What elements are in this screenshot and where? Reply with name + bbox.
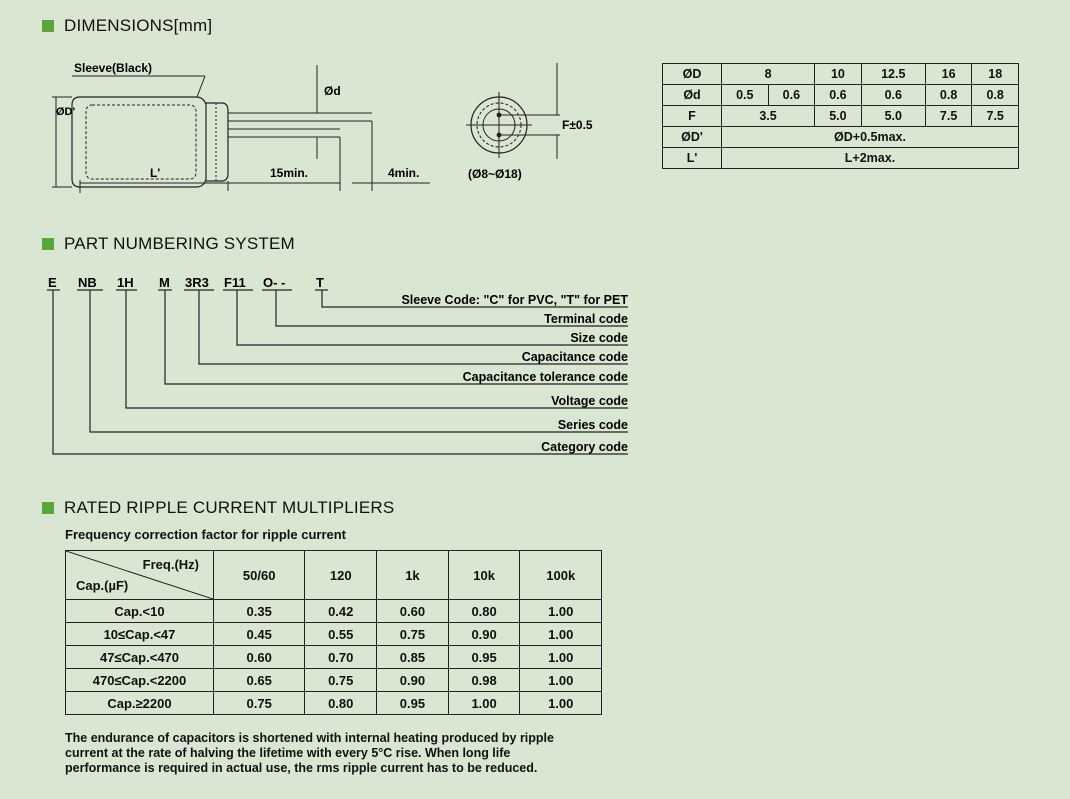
table-cell: 0.75	[214, 692, 305, 715]
table-cell: 0.5	[722, 85, 769, 106]
freq-header: Freq.(Hz)	[142, 557, 199, 572]
row-header: Cap.<10	[66, 600, 214, 623]
desc-size: Size code	[570, 331, 628, 345]
table-cell: 0.42	[305, 600, 377, 623]
dimensions-heading	[42, 16, 212, 36]
desc-series: Series code	[557, 418, 628, 432]
table-cell: 16	[925, 64, 972, 85]
table-cell: 1.00	[520, 623, 602, 646]
row-header: ØD'	[663, 127, 722, 148]
table-cell: 5.0	[815, 106, 862, 127]
ripple-table	[65, 550, 602, 715]
spacing-label: F±0.5	[562, 118, 593, 132]
part-numbering-heading	[42, 234, 295, 254]
desc-category: Category code	[541, 440, 628, 454]
table-cell: 1.00	[520, 692, 602, 715]
part-numbering-diagram	[0, 265, 640, 465]
cap-header: Cap.(µF)	[76, 578, 129, 593]
table-row	[663, 85, 1019, 106]
ripple-note	[65, 731, 645, 776]
table-row	[66, 600, 602, 623]
sleeve-label: Sleeve(Black)	[74, 61, 153, 75]
code-tolerance: M	[159, 275, 170, 290]
ripple-subtitle: Frequency correction factor for ripple current	[65, 527, 347, 542]
code-size: F11	[224, 275, 246, 290]
table-cell: 0.55	[305, 623, 377, 646]
ripple-heading-text: RATED RIPPLE CURRENT MULTIPLIERS	[64, 498, 395, 517]
column-header: 120	[305, 551, 377, 600]
table-cell: 0.98	[448, 669, 520, 692]
code-category: E	[48, 275, 57, 290]
column-header: 50/60	[214, 551, 305, 600]
ripple-heading	[42, 498, 394, 518]
table-cell: ØD+0.5max.	[722, 127, 1019, 148]
code-series: NB	[78, 275, 97, 290]
column-header: 100k	[520, 551, 602, 600]
table-cell: 0.8	[972, 85, 1019, 106]
column-header: 1k	[377, 551, 449, 600]
dimensions-drawing	[0, 55, 640, 205]
row-header: L'	[663, 148, 722, 169]
table-cell: 18	[972, 64, 1019, 85]
row-header: ØD	[663, 64, 722, 85]
table-cell: 0.6	[768, 85, 815, 106]
table-cell: 0.60	[214, 646, 305, 669]
table-row	[66, 646, 602, 669]
table-row	[66, 623, 602, 646]
table-cell: 0.75	[305, 669, 377, 692]
table-cell: 0.80	[448, 600, 520, 623]
table-cell: 0.85	[377, 646, 449, 669]
od-prime-label: ØD'	[56, 106, 76, 118]
table-cell: 0.60	[377, 600, 449, 623]
dimensions-heading-text: DIMENSIONS[mm]	[64, 16, 213, 35]
table-cell: 0.8	[925, 85, 972, 106]
table-cell: 10	[815, 64, 862, 85]
table-cell: 1.00	[520, 600, 602, 623]
row-header: 47≤Cap.<470	[66, 646, 214, 669]
length-label: L'	[150, 166, 161, 180]
table-row	[663, 64, 1019, 85]
code-sleeve: T	[316, 275, 324, 290]
bullet-square-icon	[42, 502, 54, 514]
desc-sleeve: Sleeve Code: "C" for PVC, "T" for PET	[401, 293, 628, 307]
table-cell: 1.00	[520, 646, 602, 669]
desc-terminal: Terminal code	[544, 312, 628, 326]
table-cell: 0.35	[214, 600, 305, 623]
table-cell: 8	[722, 64, 815, 85]
table-cell: 5.0	[861, 106, 925, 127]
lead-min-label: 15min.	[270, 166, 309, 180]
row-header: 470≤Cap.<2200	[66, 669, 214, 692]
table-cell: 0.90	[448, 623, 520, 646]
table-cell: 0.45	[214, 623, 305, 646]
table-row	[663, 148, 1019, 169]
table-cell: 1.00	[448, 692, 520, 715]
table-row	[663, 106, 1019, 127]
desc-voltage: Voltage code	[551, 394, 628, 408]
lead-diameter-label: Ød	[324, 84, 341, 98]
note-line: The endurance of capacitors is shortened with internal heating produced by ripple	[65, 731, 554, 745]
table-cell: 0.6	[861, 85, 925, 106]
note-line: current at the rate of halving the lifetime with every 5°C rise. When long life	[65, 746, 511, 760]
table-cell: L+2max.	[722, 148, 1019, 169]
note-line: performance is required in actual use, the rms ripple current has to be reduced.	[65, 761, 538, 775]
code-terminal: O- -	[263, 275, 286, 290]
row-header: F	[663, 106, 722, 127]
table-row	[66, 669, 602, 692]
table-cell: 0.65	[214, 669, 305, 692]
table-cell: 7.5	[972, 106, 1019, 127]
table-cell: 12.5	[861, 64, 925, 85]
part-numbering-heading-text: PART NUMBERING SYSTEM	[64, 234, 295, 253]
table-cell: 0.95	[377, 692, 449, 715]
size-range-label: (Ø8~Ø18)	[468, 167, 522, 181]
table-cell: 1.00	[520, 669, 602, 692]
row-header: Ød	[663, 85, 722, 106]
row-header: 10≤Cap.<47	[66, 623, 214, 646]
column-header: 10k	[448, 551, 520, 600]
dimensions-table	[662, 63, 1019, 169]
table-cell: 7.5	[925, 106, 972, 127]
bullet-square-icon	[42, 238, 54, 250]
table-cell: 3.5	[722, 106, 815, 127]
bullet-square-icon	[42, 20, 54, 32]
table-cell: 0.6	[815, 85, 862, 106]
end-min-label: 4min.	[388, 166, 420, 180]
table-header-row	[66, 551, 602, 600]
code-voltage: 1H	[117, 275, 134, 290]
table-row	[66, 692, 602, 715]
table-cell: 0.90	[377, 669, 449, 692]
diagonal-header-cell	[66, 551, 214, 600]
desc-tolerance: Capacitance tolerance code	[462, 370, 628, 384]
table-cell: 0.80	[305, 692, 377, 715]
table-row	[663, 127, 1019, 148]
table-cell: 0.75	[377, 623, 449, 646]
desc-capacitance: Capacitance code	[521, 350, 628, 364]
code-capacitance: 3R3	[185, 275, 209, 290]
table-cell: 0.95	[448, 646, 520, 669]
row-header: Cap.≥2200	[66, 692, 214, 715]
table-cell: 0.70	[305, 646, 377, 669]
